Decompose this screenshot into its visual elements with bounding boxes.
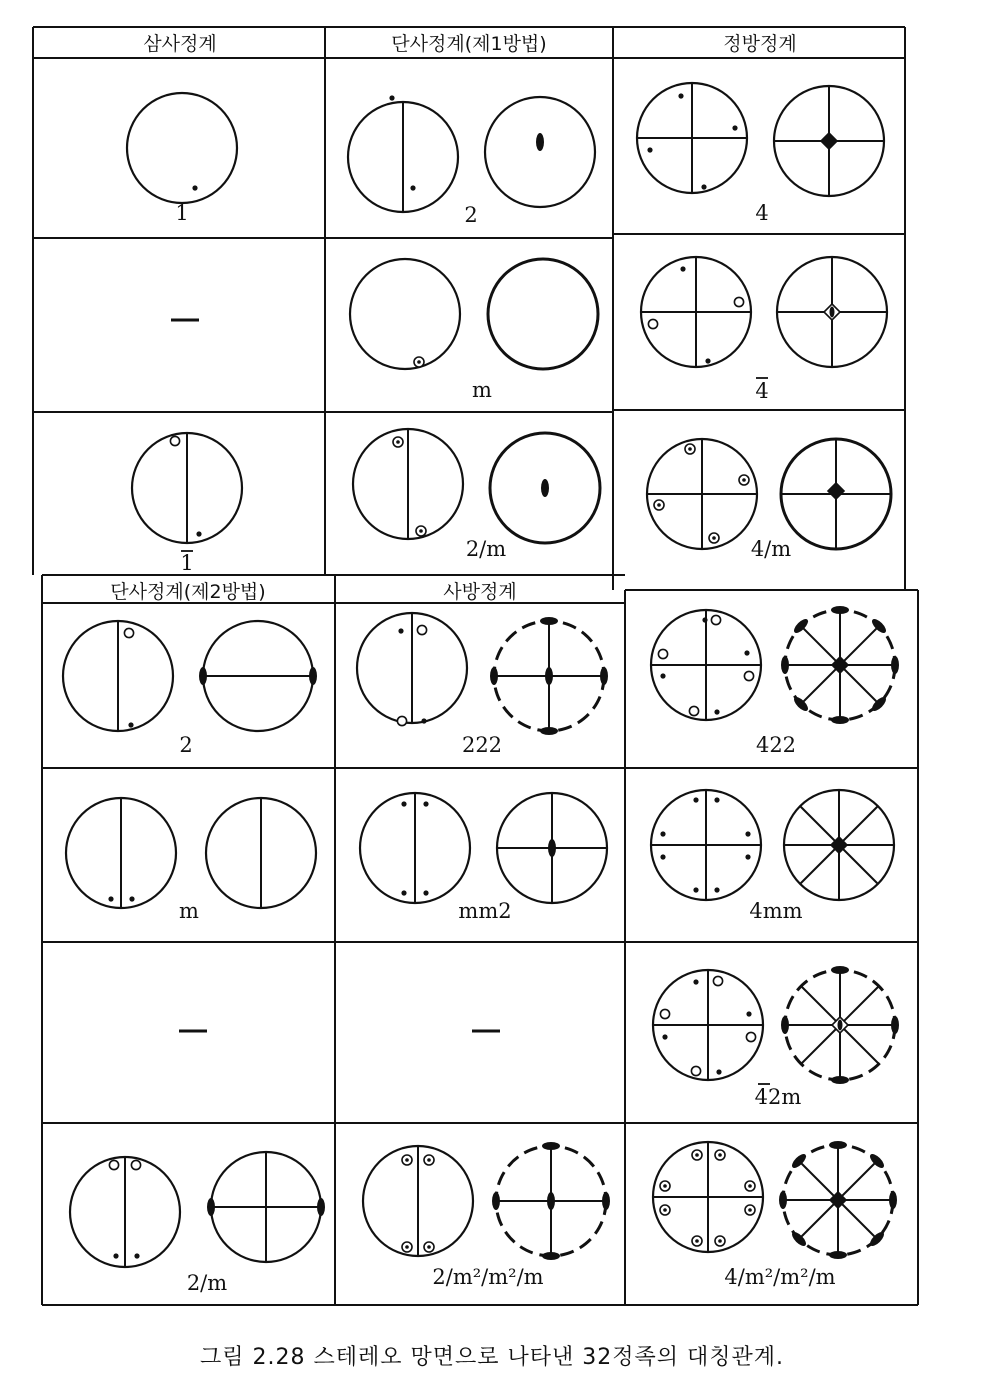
pole-coincident-center (657, 503, 661, 507)
label-m-first: m (472, 378, 492, 402)
pole-open (713, 976, 722, 985)
twofold-axis (830, 307, 835, 318)
pole-coincident-center (663, 1184, 667, 1188)
twofold-axis (540, 727, 558, 735)
pole-open (417, 625, 426, 634)
twofold-axis (540, 617, 558, 625)
pole-dot (134, 1253, 139, 1258)
cell-4m (647, 439, 891, 561)
label-2m-first: 2/m (465, 537, 507, 561)
label-4m: 4/m (750, 537, 792, 561)
pole-dot (662, 1034, 667, 1039)
pole-coincident-center (718, 1239, 722, 1243)
pole-coincident-center (742, 478, 746, 482)
twofold-axis (490, 667, 498, 685)
pole-open (734, 297, 743, 306)
twofold-axis (309, 667, 317, 685)
pole-coincident-center (748, 1208, 752, 1212)
cell-4 (637, 83, 884, 225)
primitive-circle (350, 259, 460, 369)
cell-42m (653, 966, 899, 1109)
twofold-axis (889, 1191, 897, 1209)
pole-dot (693, 887, 698, 892)
cell-2-first (348, 95, 595, 227)
cell-m-first (350, 259, 598, 402)
cell-2-second (63, 621, 317, 757)
pole-open (131, 1160, 140, 1169)
label-4mm: 4mm (749, 899, 803, 923)
cell-4mmm (653, 1141, 897, 1289)
figure-caption: 그림 2.28 스테레오 망면으로 나타낸 32정족의 대칭관계. (200, 1345, 784, 1370)
pole-dot (421, 718, 426, 723)
pole-coincident-center (396, 440, 400, 444)
pole-dot (113, 1253, 118, 1258)
pole-dot (714, 797, 719, 802)
twofold-axis (602, 1192, 610, 1210)
twofold-axis (600, 667, 608, 685)
cell-2m-first (353, 429, 600, 561)
label-4bar: 4 (755, 379, 769, 403)
twofold-axis (891, 1016, 899, 1034)
pole-open (124, 628, 133, 637)
twofold-axis (199, 667, 207, 685)
pole-dot (398, 628, 403, 633)
cell-mmm (363, 1142, 610, 1289)
twofold-axis (829, 1251, 847, 1259)
pole-dot (129, 896, 134, 901)
cell-4mm (651, 790, 894, 923)
pole-dot (693, 979, 698, 984)
pole-open (711, 615, 720, 624)
pole-dot (745, 831, 750, 836)
pole-open (746, 1032, 755, 1041)
pole-dot (128, 722, 133, 727)
pole-coincident-center (688, 447, 692, 451)
pole-dot (745, 854, 750, 859)
header-monoclinic-first: 단사정계(제1방법) (391, 33, 547, 55)
label-2-second: 2 (179, 733, 193, 757)
pole-dot (401, 890, 406, 895)
pole-open (691, 1066, 700, 1075)
pole-dot (401, 801, 406, 806)
label-222: 222 (461, 733, 503, 757)
pole-dot (702, 617, 707, 622)
twofold-axis (831, 966, 849, 974)
label-422: 422 (755, 733, 797, 757)
pole-dot (647, 147, 652, 152)
header-tetragonal: 정방정계 (723, 33, 797, 55)
pole-dot (389, 95, 394, 100)
cell-2m-second (70, 1152, 325, 1295)
pole-coincident-center (427, 1158, 431, 1162)
twofold-axis (891, 656, 899, 674)
pole-dot (714, 887, 719, 892)
pole-dot (660, 831, 665, 836)
twofold-axis (548, 839, 556, 857)
header-triclinic: 삼사정계 (143, 33, 217, 55)
header-monoclinic-second: 단사정계(제2방법) (110, 581, 266, 603)
pole-dot (714, 709, 719, 714)
pole-dot (680, 266, 685, 271)
fourfold-axis (821, 133, 837, 149)
pole-open (658, 649, 667, 658)
pole-coincident-center (417, 360, 421, 364)
label-1bar: 1 (180, 551, 194, 575)
pole-coincident-center (718, 1153, 722, 1157)
label-1: 1 (175, 201, 189, 225)
pole-dot (196, 531, 201, 536)
label-2-first: 2 (464, 203, 478, 227)
label-42m: 42m (754, 1085, 802, 1109)
pole-dot (423, 890, 428, 895)
cell-mm2 (360, 793, 607, 923)
pole-coincident-center (695, 1153, 699, 1157)
twofold-axis (829, 1141, 847, 1149)
twofold-axis (781, 1016, 789, 1034)
pole-dot (746, 1011, 751, 1016)
cell-m-second (66, 798, 316, 923)
pole-open (689, 706, 698, 715)
pole-open (170, 436, 179, 445)
stereogram-cells (63, 83, 899, 1295)
section-headers (110, 33, 796, 603)
twofold-axis (831, 606, 849, 614)
pole-coincident-center (663, 1208, 667, 1212)
twofold-axis (536, 133, 544, 151)
pole-open (648, 319, 657, 328)
cell-1bar (132, 433, 242, 575)
pole-dot (108, 896, 113, 901)
pole-dot (423, 801, 428, 806)
label-4m2m2m: 4/m²/m²/m (724, 1265, 836, 1289)
label-m-second: m (179, 899, 199, 923)
pole-open (660, 1009, 669, 1018)
cell-1 (127, 93, 237, 225)
pole-dot (678, 93, 683, 98)
twofold-axis (831, 1076, 849, 1084)
pole-dot (732, 125, 737, 130)
label-mm2: mm2 (458, 899, 512, 923)
pole-dot (660, 854, 665, 859)
header-orthorhombic: 사방정계 (443, 581, 517, 603)
twofold-axis (779, 1191, 787, 1209)
twofold-axis (541, 479, 549, 497)
cell-222 (357, 613, 608, 757)
primitive-circle (485, 97, 595, 207)
pole-coincident-center (695, 1239, 699, 1243)
pole-dot (192, 185, 197, 190)
pole-coincident-center (419, 529, 423, 533)
pole-dot (705, 358, 710, 363)
pole-coincident-center (405, 1158, 409, 1162)
pole-open (109, 1160, 118, 1169)
cell-4bar (641, 257, 887, 403)
pole-dot (701, 184, 706, 189)
twofold-axis (545, 667, 553, 685)
label-4: 4 (755, 201, 769, 225)
twofold-axis (547, 1192, 555, 1210)
twofold-axis (542, 1142, 560, 1150)
pole-open (744, 671, 753, 680)
pole-open (397, 716, 406, 725)
label-2m-second: 2/m (186, 1271, 228, 1295)
pole-dot (410, 185, 415, 190)
pole-coincident-center (405, 1245, 409, 1249)
label-2m2m2m: 2/m²/m²/m (432, 1265, 544, 1289)
pole-dot (716, 1069, 721, 1074)
primitive-circle (127, 93, 237, 203)
twofold-axis (831, 716, 849, 724)
twofold-axis (317, 1198, 325, 1216)
primitive-circle (488, 259, 598, 369)
cell-422 (651, 606, 899, 757)
pole-coincident-center (748, 1184, 752, 1188)
pole-dot (693, 797, 698, 802)
twofold-axis (838, 1020, 843, 1031)
twofold-axis (781, 656, 789, 674)
pole-dot (660, 673, 665, 678)
fourfold-axis (828, 483, 844, 499)
pole-coincident-center (712, 536, 716, 540)
pole-coincident-center (427, 1245, 431, 1249)
twofold-axis (542, 1252, 560, 1260)
pole-dot (744, 650, 749, 655)
twofold-axis (207, 1198, 215, 1216)
twofold-axis (492, 1192, 500, 1210)
